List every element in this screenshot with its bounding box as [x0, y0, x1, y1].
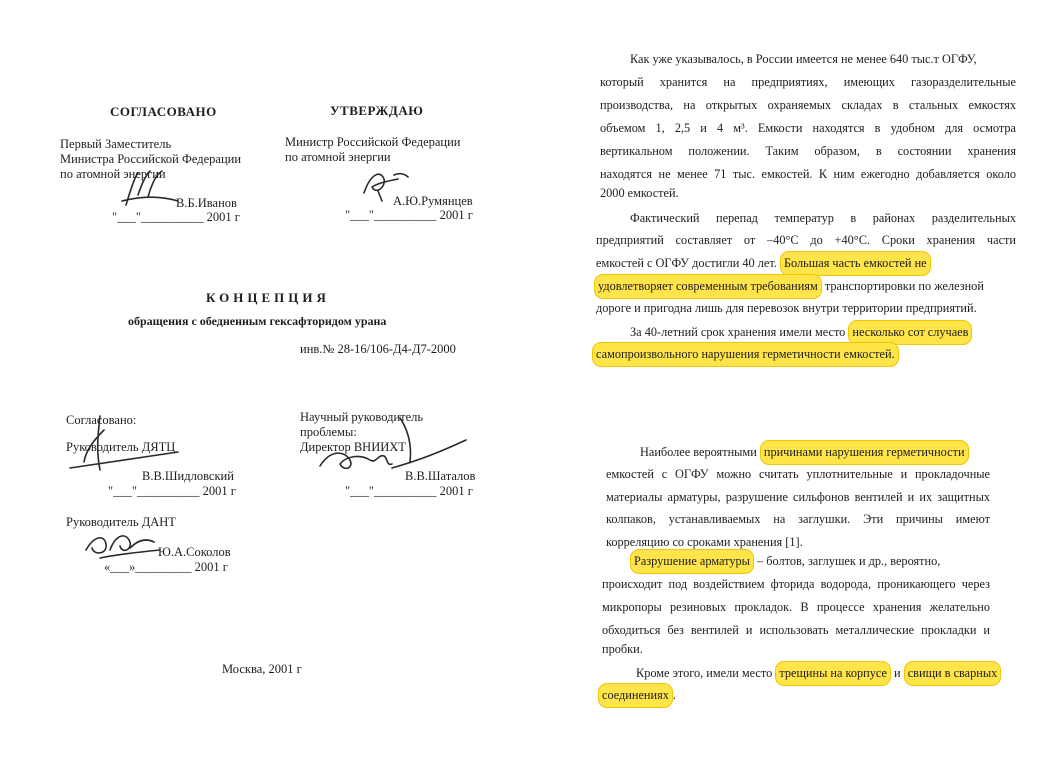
paragraph-line: происходит под воздействием фторида водорода, проникающего через: [602, 577, 990, 591]
paragraph-line: пробки.: [602, 642, 643, 656]
paragraph-line: производства, на открытых охраняемых складах в стальных емкостях: [600, 98, 1016, 112]
highlight-marker: удовлетворяет современным требованиям: [594, 274, 822, 299]
paragraph-line: [630, 549, 940, 574]
supervisor-line: Научный руководитель: [300, 410, 424, 424]
paragraph-line: находятся не менее 71 тыс. емкостей. К ним ежегодно добавляется около: [600, 167, 1016, 181]
highlight-marker: причинами нарушения герметичности: [760, 440, 969, 465]
highlight-marker: соединениях: [598, 683, 673, 708]
paragraph-line: [596, 251, 931, 276]
paragraph-line: микропоры резиновых прокладок. В процессе хранения желательно: [602, 600, 990, 614]
approved-date: "___"__________ 2001 г: [112, 210, 240, 224]
highlight-marker: Большая часть емкостей не: [780, 251, 931, 276]
agreed-role: Руководитель ДЯТЦ: [66, 440, 176, 454]
document-title: КОНЦЕПЦИЯ: [206, 290, 330, 305]
agreed-heading: Согласовано:: [66, 413, 137, 427]
document-subtitle: обращения с обедненным гексафторидом урана: [128, 314, 387, 328]
highlight-marker: свищи в сварных: [904, 661, 1002, 686]
approved-heading: СОГЛАСОВАНО: [110, 104, 217, 119]
paragraph-line: емкостей с ОГФУ можно считать уплотнительные и прокладочные: [606, 467, 990, 481]
confirm-heading: УТВЕРЖДАЮ: [330, 103, 424, 118]
paragraph-line: дороге и пригодна лишь для перевозок внутри территории предприятий.: [596, 301, 977, 315]
inventory-number: инв.№ 28-16/106-Д4-Д7-2000: [300, 342, 456, 356]
agreed-date: "___"__________ 2001 г: [108, 484, 236, 498]
text-segment: емкостей с ОГФУ достигли 40 лет.: [596, 256, 777, 270]
paragraph-line: корреляцию со сроками хранения [1].: [606, 535, 803, 549]
highlight-marker: Разрушение арматуры: [630, 549, 754, 574]
footer-city-year: Москва, 2001 г: [222, 662, 302, 676]
text-segment: .: [672, 688, 676, 702]
paragraph-line: который хранится на предприятиях, имеющих газоразделительные: [600, 75, 1016, 89]
supervisor-line: Директор ВНИИХТ: [300, 440, 406, 454]
paragraph-line: 2000 емкостей.: [600, 186, 679, 200]
confirm-line: по атомной энергии: [285, 150, 391, 164]
paragraph-line: обходиться без вентилей и использовать металлические прокладки и: [602, 623, 990, 637]
paragraph-line: [598, 683, 676, 708]
highlight-marker: несколько сот случаев: [848, 320, 972, 345]
supervisor-date: "___"__________ 2001 г: [345, 484, 473, 498]
highlight-marker: самопроизвольного нарушения герметичности емкостей.: [592, 342, 899, 367]
dant-date: «___»_________ 2001 г: [104, 560, 228, 574]
paragraph-line: колпаков, устанавливаемых на заглушки. Эти причины имеют: [606, 512, 990, 526]
text-segment: и: [894, 666, 901, 680]
paragraph-line: материалы арматуры, разрушение сильфонов вентилей и их защитных: [606, 490, 990, 504]
supervisor-line: проблемы:: [300, 425, 357, 439]
confirm-date: "___"__________ 2001 г: [345, 208, 473, 222]
paragraph-line: Как уже указывалось, в России имеется не менее 640 тыс.т ОГФУ,: [630, 52, 977, 66]
approved-line: Министра Российской Федерации: [60, 152, 242, 166]
text-segment: Кроме этого, имели место: [636, 666, 773, 680]
dant-name: Ю.А.Соколов: [158, 545, 231, 559]
agreed-name: В.В.Шидловский: [142, 469, 234, 483]
confirm-name: А.Ю.Румянцев: [393, 194, 473, 208]
highlight-marker: трещины на корпусе: [775, 661, 891, 686]
supervisor-name: В.В.Шаталов: [405, 469, 476, 483]
approved-line: по атомной энергии: [60, 167, 166, 181]
text-segment: За 40-летний срок хранения имели место: [630, 325, 846, 339]
dant-role: Руководитель ДАНТ: [66, 515, 176, 529]
right-page: [530, 0, 1060, 767]
paragraph-line: предприятий составляет от –40°С до +40°С. Сроки хранения части: [596, 233, 1016, 247]
text-segment: транспортировки по железной: [824, 279, 984, 293]
paragraph-line: [636, 661, 1001, 686]
paragraph-line: объемом 1, 2,5 и 4 м³. Емкости находятся в удобном для осмотра: [600, 121, 1016, 135]
paragraph-line: Фактический перепад температур в районах разделительных: [630, 211, 1016, 225]
confirm-line: Министр Российской Федерации: [285, 135, 461, 149]
paragraph-line: вертикальном положении. Таким образом, в состоянии хранения: [600, 144, 1016, 158]
paragraph-line: [594, 274, 984, 299]
text-segment: Наиболее вероятными: [640, 445, 757, 459]
paragraph-line: [592, 342, 899, 367]
approved-line: Первый Заместитель: [60, 137, 172, 151]
approved-name: В.Б.Иванов: [176, 196, 237, 210]
paragraph-line: [640, 440, 969, 465]
text-segment: – болтов, заглушек и др., вероятно,: [757, 554, 941, 568]
